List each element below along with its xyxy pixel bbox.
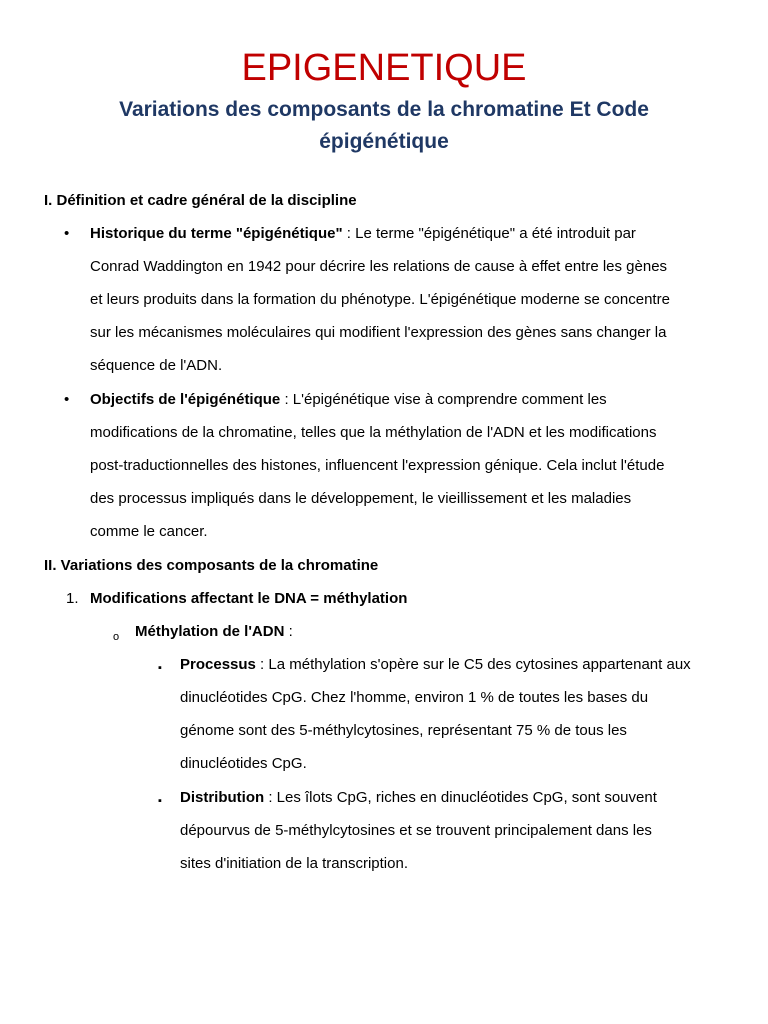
distribution-line-1 <box>180 788 657 808</box>
bullet-1-line-3: et leurs produits dans la formation du phénotype. L'épigénétique moderne se concentre <box>90 291 670 308</box>
bullet-1-line-2: Conrad Waddington en 1942 pour décrire les relations de cause à effet entre les gènes <box>90 258 668 275</box>
subtitle-line-2: épigénétique <box>319 130 449 153</box>
distribution-marker: ▪ <box>158 795 162 807</box>
bullet-2-line-4: des processus impliqués dans le développement, le vieillissement et les maladies <box>90 490 632 507</box>
bullet-1-line-5: séquence de l'ADN. <box>90 357 223 374</box>
processus-line-2: dinucléotides CpG. Chez l'homme, environ 1 % de toutes les bases du <box>180 689 649 706</box>
bullet-1-label: Historique du terme "épigénétique" <box>90 225 343 242</box>
numbered-marker-1: 1. <box>66 590 79 607</box>
bullet-2-line-5: comme le cancer. <box>90 523 208 540</box>
processus-line-1 <box>180 655 691 675</box>
bullet-marker-1: • <box>64 225 70 242</box>
numbered-item-1-label: Modifications affectant le DNA = méthylation <box>90 590 408 607</box>
distribution-line-2: dépourvus de 5-méthylcytosines et se trouvent principalement dans les <box>180 822 652 839</box>
bullet-marker-2: • <box>64 391 70 408</box>
processus-line-3: génome sont des 5-méthylcytosines, représentant 75 % de tous les <box>180 722 627 739</box>
processus-text-1: : La méthylation s'opère sur le C5 des cytosines appartenant aux <box>255 656 691 673</box>
processus-line-4: dinucléotides CpG. <box>180 755 307 772</box>
distribution-label: Distribution <box>180 789 265 806</box>
section-2-heading: II. Variations des composants de la chromatine <box>44 557 379 574</box>
subtitle-line-1: Variations des composants de la chromatine Et Code <box>119 98 649 121</box>
bullet-2-line-2: modifications de la chromatine, telles que la méthylation de l'ADN et les modifications <box>90 424 657 441</box>
bullet-2-line-3: post-traductionnelles des histones, influencent l'expression génique. Cela inclut l'étude <box>90 457 665 474</box>
sub-item-line <box>135 622 293 642</box>
section-1-heading: I. Définition et cadre général de la discipline <box>44 192 357 209</box>
distribution-line-3: sites d'initiation de la transcription. <box>180 855 408 872</box>
bullet-2-line-1 <box>90 390 607 410</box>
sub-item-label: Méthylation de l'ADN <box>135 623 285 640</box>
sub-item-marker: o <box>113 631 120 643</box>
bullet-2-label: Objectifs de l'épigénétique <box>90 391 281 408</box>
document-title: EPIGENETIQUE <box>241 47 527 89</box>
bullet-2-text-1: : L'épigénétique vise à comprendre comment les <box>280 391 607 408</box>
processus-label: Processus <box>180 656 256 673</box>
sub-item-suffix: : <box>284 623 293 640</box>
distribution-text-1: : Les îlots CpG, riches en dinucléotides CpG, sont souvent <box>264 789 657 806</box>
bullet-1-line-1 <box>90 224 636 244</box>
document-subtitle <box>84 94 684 158</box>
bullet-1-line-4: sur les mécanismes moléculaires qui modifient l'expression des gènes sans changer la <box>90 324 667 341</box>
bullet-1-text-1: : Le terme "épigénétique" a été introduit par <box>342 225 636 242</box>
processus-marker: ▪ <box>158 662 162 674</box>
